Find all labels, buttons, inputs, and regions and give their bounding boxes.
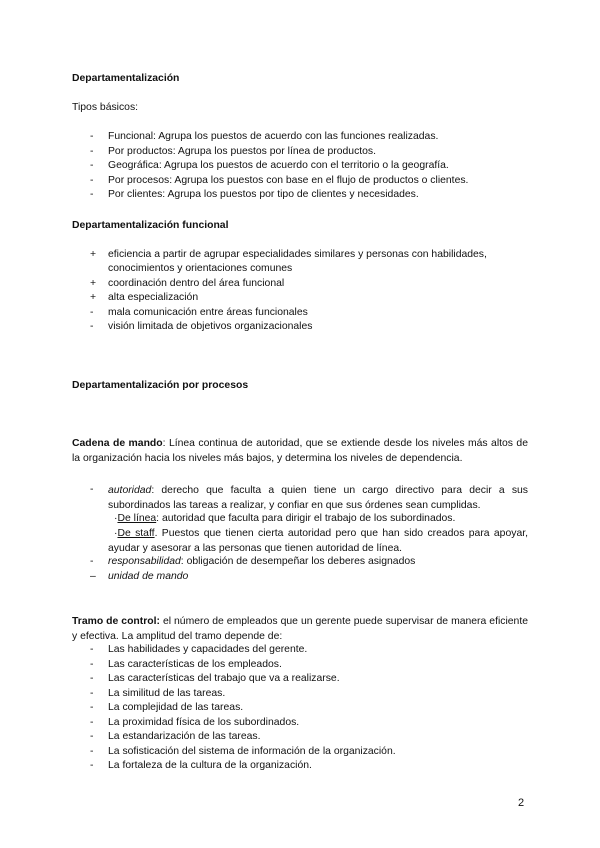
staff-text: . Puestos que tienen cierta autoridad pero que han sido creados para apoyar, ayudar y asesorar a las personas que tienen autoridad de línea.: [108, 528, 528, 554]
sub-item-prefix: ·: [114, 513, 118, 524]
heading-departamentalizacion: Departamentalización: [72, 73, 180, 84]
list-item-continuation: conocimientos y orientaciones comunes: [108, 263, 293, 274]
list-item-unidad-de-mando: [90, 571, 188, 582]
list-item-text: Funcional: Agrupa los puestos de acuerdo con las funciones realizadas.: [108, 131, 439, 142]
list-item-text: Las características del trabajo que va a realizarse.: [108, 673, 340, 684]
bullet-marker: -: [90, 659, 94, 670]
list-item-text: La similitud de las tareas.: [108, 688, 226, 699]
list-item-autoridad: [90, 484, 528, 513]
heading-departamentalizacion-por-procesos: Departamentalización por procesos: [72, 380, 249, 391]
list-item-text: Por productos: Agrupa los puestos por línea de productos.: [108, 146, 377, 157]
term-de-linea: De línea: [117, 513, 157, 524]
autoridad-text: : derecho que faculta a quien tiene un cargo directivo para decir a sus subordinados las tareas a realizar, y confiar en que sus órdenes sean cumplidas.: [108, 485, 528, 511]
term-cadena-de-mando: Cadena de mando: [72, 438, 163, 449]
list-item: [90, 131, 438, 142]
list-item-text: [90, 484, 528, 513]
list-item-text: Las habilidades y capacidades del gerente.: [108, 644, 308, 655]
list-item-text: coordinación dentro del área funcional: [108, 278, 285, 289]
list-item: [90, 321, 312, 332]
list-item-text: La proximidad física de los subordinados.: [108, 717, 300, 728]
sub-item-prefix: ·: [114, 528, 118, 539]
bullet-marker: -: [90, 702, 94, 713]
list-item-text: alta especialización: [108, 292, 199, 303]
list-item: [90, 746, 396, 757]
list-item: [90, 688, 225, 699]
term-unidad-de-mando: unidad de mando: [108, 571, 189, 582]
list-item: [90, 146, 376, 157]
bullet-marker: -: [90, 717, 94, 728]
term-tramo-de-control: Tramo de control:: [72, 616, 160, 627]
list-item-text: Por clientes: Agrupa los puestos por tipo de clientes y necesidades.: [108, 189, 419, 200]
bullet-marker: -: [90, 673, 94, 684]
bullet-marker: -: [90, 746, 94, 757]
bullet-marker: +: [90, 249, 97, 260]
list-item-text: La complejidad de las tareas.: [108, 702, 244, 713]
bullet-marker: -: [90, 556, 94, 567]
list-item: [90, 175, 468, 186]
list-item-responsabilidad: [90, 556, 415, 567]
bullet-marker: +: [90, 292, 97, 303]
bullet-marker: -: [90, 484, 94, 495]
paragraph-tramo-de-control: [72, 615, 528, 644]
list-item: [90, 307, 308, 318]
list-item-text: visión limitada de objetivos organizacionales: [108, 321, 313, 332]
linea-text: : autoridad que faculta para dirigir el trabajo de los subordinados.: [156, 513, 456, 524]
paragraph-cadena-de-mando: [72, 437, 528, 466]
list-item: [90, 673, 340, 684]
list-item-text: Geográfica: Agrupa los puestos de acuerdo con el territorio o la geografía.: [108, 160, 449, 171]
bullet-marker: -: [90, 131, 94, 142]
bullet-marker: -: [90, 760, 94, 771]
list-item: [90, 249, 487, 260]
heading-departamentalizacion-funcional: Departamentalización funcional: [72, 220, 229, 231]
bullet-marker: -: [90, 146, 94, 157]
bullet-marker: -: [90, 688, 94, 699]
list-item-text: La sofisticación del sistema de información de la organización.: [108, 746, 396, 757]
bullet-marker: -: [90, 731, 94, 742]
bullet-marker: -: [90, 160, 94, 171]
list-item: [90, 760, 312, 771]
definition-text: el número de empleados que un gerente puede supervisar de manera eficiente y efectiva. La amplitud del tramo depende de:: [72, 616, 528, 642]
list-item: [90, 717, 299, 728]
bullet-marker: –: [90, 571, 96, 582]
bullet-marker: -: [90, 189, 94, 200]
list-item: [90, 731, 261, 742]
list-item-text: Por procesos: Agrupa los puestos con base en el flujo de productos o clientes.: [108, 175, 469, 186]
list-item: [90, 160, 449, 171]
list-item: [90, 659, 282, 670]
bullet-marker: -: [90, 175, 94, 186]
term-de-staff: De staff: [117, 528, 155, 539]
list-item: [90, 292, 198, 303]
bullet-marker: -: [90, 644, 94, 655]
list-item: [90, 278, 284, 289]
bullet-marker: +: [90, 278, 97, 289]
bullet-marker: -: [90, 307, 94, 318]
definition-text: : Línea continua de autoridad, que se extiende desde los niveles más altos de la organización hacia los niveles más bajos, y determina los niveles de dependencia.: [72, 438, 528, 464]
list-item-text: Las características de los empleados.: [108, 659, 282, 670]
list-item: [90, 702, 243, 713]
list-item: [90, 189, 419, 200]
list-item: [90, 644, 307, 655]
sub-item-de-staff: [108, 527, 528, 556]
list-item-text: La estandarización de las tareas.: [108, 731, 261, 742]
bullet-marker: -: [90, 321, 94, 332]
responsabilidad-text: : obligación de desempeñar los deberes asignados: [180, 556, 416, 567]
intro-tipos-basicos: Tipos básicos:: [72, 102, 139, 113]
term-responsabilidad: responsabilidad: [108, 556, 181, 567]
term-autoridad: autoridad: [108, 485, 152, 496]
list-item-text: La fortaleza de la cultura de la organización.: [108, 760, 312, 771]
list-item-text: eficiencia a partir de agrupar especialidades similares y personas con habilidades,: [108, 249, 487, 260]
list-item-text: mala comunicación entre áreas funcionales: [108, 307, 308, 318]
page-number: 2: [518, 797, 525, 809]
sub-item-de-linea: [114, 513, 455, 524]
